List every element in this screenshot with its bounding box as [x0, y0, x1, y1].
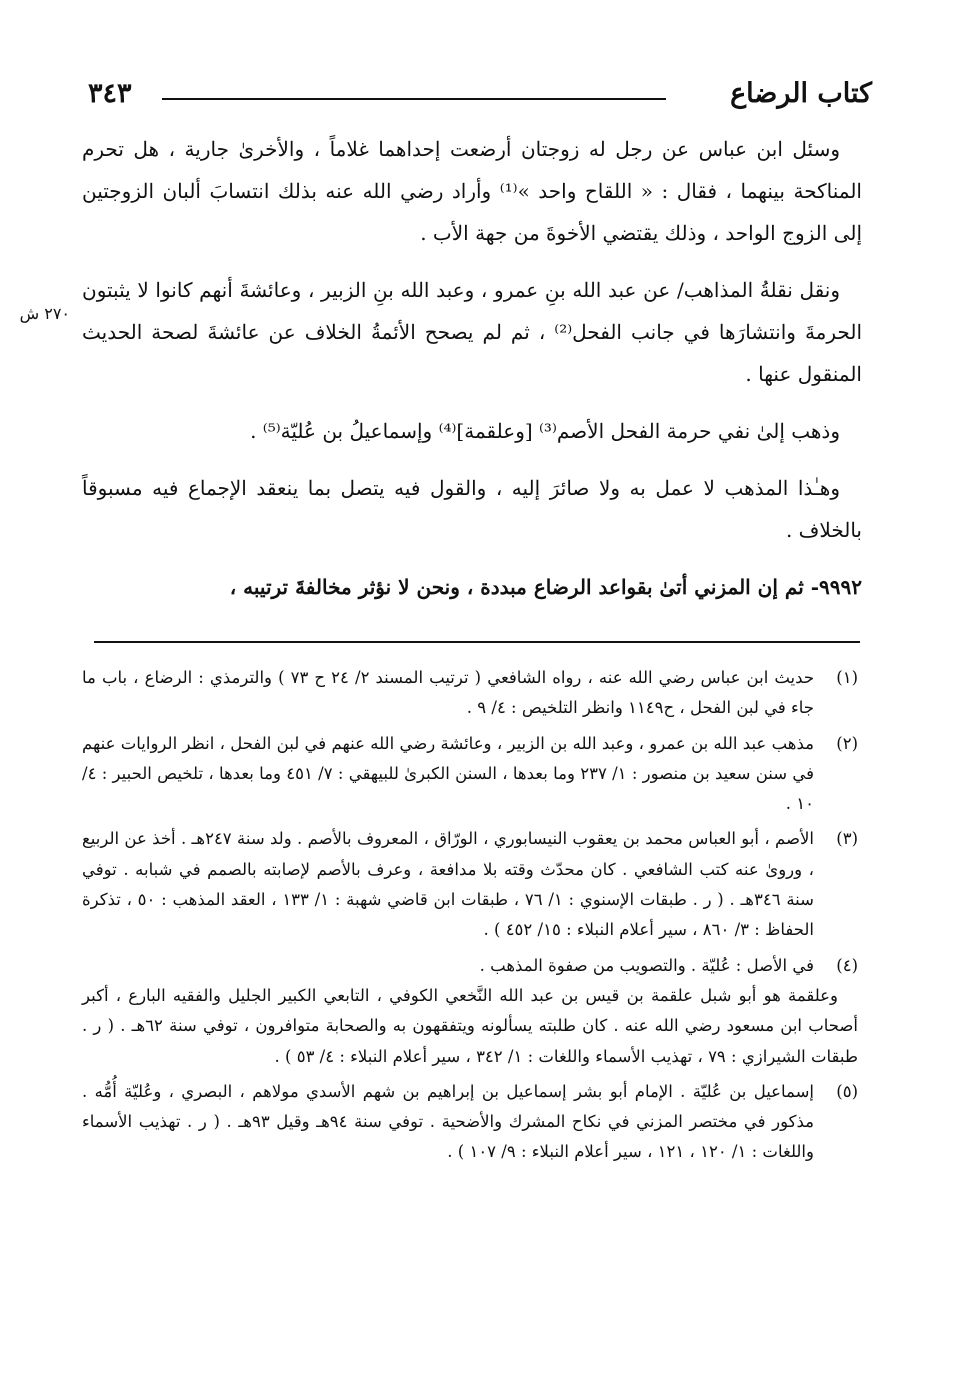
footnote-3 [82, 824, 858, 945]
paragraph-3-text: وذهب إلىٰ نفي حرمة الفحل الأصم⁽³⁾ [وعلقمة]⁽⁴⁾ وإسماعيلُ بن عُليّة⁽⁵⁾ . [250, 419, 840, 443]
page-number: ٣٤٣ [88, 78, 132, 109]
paragraph-4-text: وهـٰذا المذهب لا عمل به ولا صائرَ إليه ، والقول فيه يتصل بما ينعقد الإجماع فيه مسبوقاً بالخلاف . [82, 476, 862, 542]
footnote-text: إسماعيل بن عُليّة . الإمام أبو بشر إسماعيل بن إبراهيم بن شهم الأسدي مولاهم ، البصري ، وعُليّة أُمُّه . مذكور في مختصر المزني في نكاح المشرك والأضحية . توفي سنة ٩٤هـ وقيل ٩٣هـ . ( ر . تهذيب الأسماء واللغات : ١/ ١٢٠ ، ١٢١ ، سير أعلام النبلاء : ٩/ ١٠٧ ) . [82, 1081, 815, 1162]
chapter-title: كتاب الرضاع [730, 78, 872, 109]
footnote-text: مذهب عبد الله بن عمرو ، وعبد الله بن الزبير ، وعائشة رضي الله عنهم في لبن الفحل ، انظر الروايات عنهم في سنن سعيد بن منصور : ١/ ٢٣٧ وما بعدها ، السنن الكبرىٰ للبيهقي : ٧/ ٤٥١ وما بعدها ، تلخيص الحبير : ٤/ ١٠ . [82, 733, 814, 814]
paragraph-2-text: ونقل نقلةُ المذاهب/ عن عبد الله بنِ عمرو ، وعبد الله بنِ الزبير ، وعائشةَ أنهم كانوا لا يثبتون الحرمةَ وانتشارَها في جانب الفحل⁽²⁾ ، ثم لم يصحح الأئمةُ الخلاف عن عائشةَ لصحة الحديث المنقول عنها . [82, 278, 862, 386]
footnote-number: (١) [836, 668, 858, 687]
margin-folio-note: ٢٧٠ ش [19, 304, 70, 323]
footnote-2 [82, 729, 858, 820]
paragraph-3 [82, 410, 862, 452]
footnote-text-continued [82, 981, 858, 1072]
footnote-separator [94, 641, 860, 643]
main-text [82, 128, 862, 608]
paragraph-2 [82, 269, 862, 395]
footnote-4 [82, 951, 858, 1072]
footnote-text: حديث ابن عباس رضي الله عنه ، رواه الشافعي ( ترتيب المسند ٢/ ٢٤ ح ٧٣ ) والترمذي : الرضاع ، باب ما جاء في لبن الفحل ، ح١١٤٩ وانظر التلخيص : ٤/ ٩ . [82, 668, 815, 718]
running-header [88, 78, 872, 118]
footnotes [82, 663, 858, 1173]
footnote-5 [82, 1077, 858, 1168]
paragraph-4 [82, 467, 862, 551]
paragraph-1 [82, 128, 862, 254]
footnote-text: الأصم ، أبو العباس محمد بن يعقوب النيسابوري ، الورّاق ، المعروف بالأصم . ولد سنة ٢٤٧هـ . أخذ عن الربيع ، وروىٰ عنه كتب الشافعي . كان محدّث وقته بلا مدافعة ، وعرف بالأصم لإصابته بالصمم في شبابه . توفي سنة ٣٤٦هـ . ( ر . طبقات الإسنوي : ١/ ٧٦ ، طبقات ابن قاضي شهبة : ١/ ١٣٣ ، العقد المذهب : ٥٠ ، تذكرة الحفاظ : ٣/ ٨٦٠ ، سير أعلام النبلاء : ١٥/ ٤٥٢ ) . [82, 829, 814, 940]
footnote-number: (٤) [836, 955, 858, 975]
footnote-number: (٥) [836, 1081, 858, 1101]
paragraph-5 [82, 566, 862, 608]
footnote-1 [82, 663, 858, 724]
footnote-number: (٢) [836, 733, 858, 753]
footnote-text: في الأصل : عُليّة . والتصويب من صفوة المذهب . [479, 955, 814, 975]
footnote-number: (٣) [836, 829, 858, 849]
paragraph-5-text: ٩٩٩٢- ثم إن المزني أتىٰ بقواعد الرضاع مبددة ، ونحن لا نؤثر مخالفةَ ترتيبه ، [229, 575, 862, 599]
header-rule [162, 98, 666, 100]
footnote-text-continued-body: وعلقمة هو أبو شبل علقمة بن قيس بن عبد الله النَّخعي الكوفي ، التابعي الكبير الجليل والفقيه البارع ، أكبر أصحاب ابن مسعود رضي الله عنه . كان طلبته يسألونه ويتفقهون به والصحابة متوافرون ، توفي سنة ٦٢هـ . ( ر . طبقات الشيرازي : ٧٩ ، تهذيب الأسماء واللغات : ١/ ٣٤٢ ، سير أعلام النبلاء : ٤/ ٥٣ ) . [82, 985, 858, 1066]
paragraph-1-text: وسئل ابن عباس عن رجل له زوجتان أرضعت إحداهما غلاماً ، والأخرىٰ جارية ، هل تحرم المناكحة بينهما ، فقال : « اللقاح واحد »⁽¹⁾ وأراد رضي الله عنه بذلك انتسابَ ألبان الزوجتين إلى الزوج الواحد ، وذلك يقتضي الأخوةَ من جهة الأب . [82, 137, 862, 245]
